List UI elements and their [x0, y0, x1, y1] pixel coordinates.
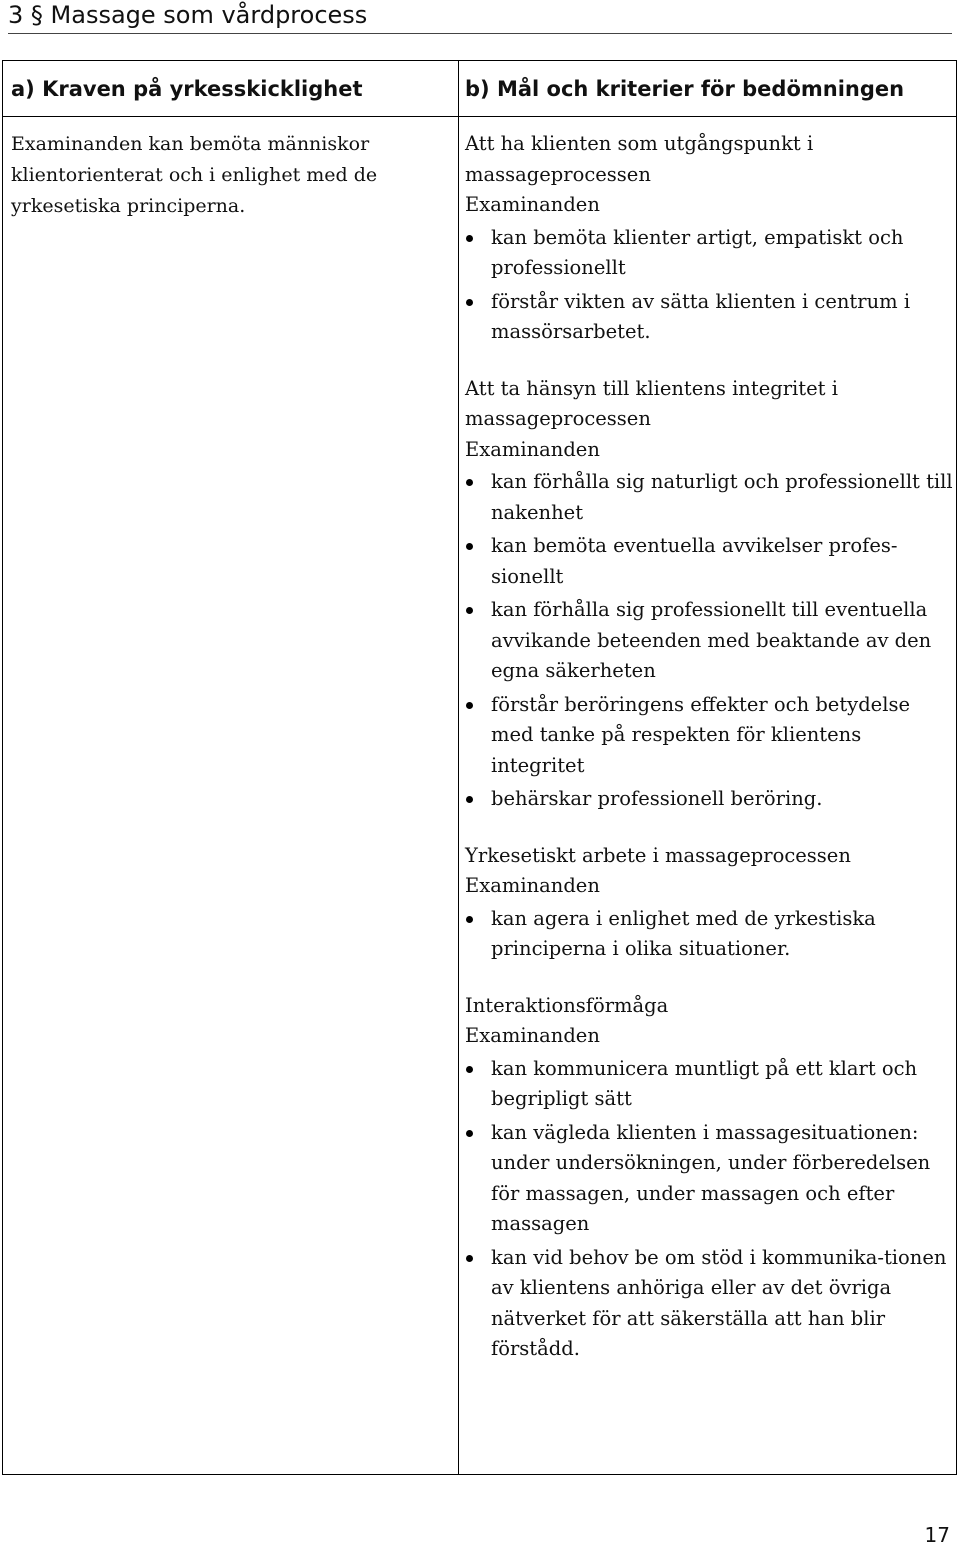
criteria-column: [465, 129, 953, 1391]
header-divider: [3, 116, 956, 117]
criteria-item: kan förhålla sig naturligt och professionellt till nakenhet: [465, 467, 953, 528]
column-a-heading: a) Kraven på yrkesskicklighet: [11, 77, 363, 101]
criteria-section: [465, 374, 953, 815]
criteria-item: kan bemöta klienter artigt, empatiskt och professionellt: [465, 223, 953, 284]
column-b-heading: b) Mål och kriterier för bedömningen: [465, 77, 905, 101]
page-header: [8, 0, 952, 34]
criteria-table: [2, 60, 957, 1475]
criteria-list: [465, 223, 953, 348]
section-subject: Examinanden: [465, 874, 600, 897]
criteria-item: kan bemöta eventuella avvikelser profes-sionellt: [465, 531, 953, 592]
criteria-list: [465, 904, 953, 965]
section-heading: Yrkesetiskt arbete i massageprocessen: [465, 843, 851, 867]
section-subject: Examinanden: [465, 437, 600, 461]
criteria-item: kan vägleda klienten i massagesituationen: under undersökningen, under förberedelsen för massagen, under massagen och efter massagen: [465, 1118, 953, 1240]
criteria-item: kan agera i enlighet med de yrkestiska principerna i olika situationer.: [465, 904, 953, 965]
criteria-list: [465, 1054, 953, 1365]
criteria-section: [465, 991, 953, 1365]
criteria-item: förstår beröringens effekter och betydelse med tanke på respekten för klientens integritet: [465, 690, 953, 782]
section-subject: Examinanden: [465, 193, 600, 216]
column-divider: [458, 61, 459, 1474]
page-number: 17: [924, 1523, 950, 1547]
section-subject: Examinanden: [465, 1024, 600, 1047]
section-heading: Interaktionsförmåga: [465, 993, 669, 1017]
section-heading: Att ta hänsyn till klientens integritet i massageprocessen: [465, 376, 838, 430]
criteria-section: [465, 841, 953, 965]
criteria-item: förstår vikten av sätta klienten i centrum i massörsarbetet.: [465, 287, 953, 348]
criteria-list: [465, 467, 953, 815]
criteria-item: kan kommunicera muntligt på ett klart och begripligt sätt: [465, 1054, 953, 1115]
criteria-item: behärskar professionell beröring.: [465, 784, 953, 815]
section-heading: Att ha klienten som utgångspunkt i massageprocessen: [465, 132, 814, 186]
section-title: 3 § Massage som vårdprocess: [8, 1, 368, 29]
criteria-item: kan vid behov be om stöd i kommunika-tionen av klientens anhöriga eller av det övriga nätverket för att säkerställa att han blir förstådd.: [465, 1243, 953, 1365]
criteria-section: [465, 129, 953, 348]
criteria-item: kan förhålla sig professionellt till eventuella avvikande beteenden med beaktande av den egna säkerheten: [465, 595, 953, 687]
requirement-text: Examinanden kan bemöta människor klientorienterat och i enlighet med de yrkesetiska principerna.: [11, 133, 378, 217]
